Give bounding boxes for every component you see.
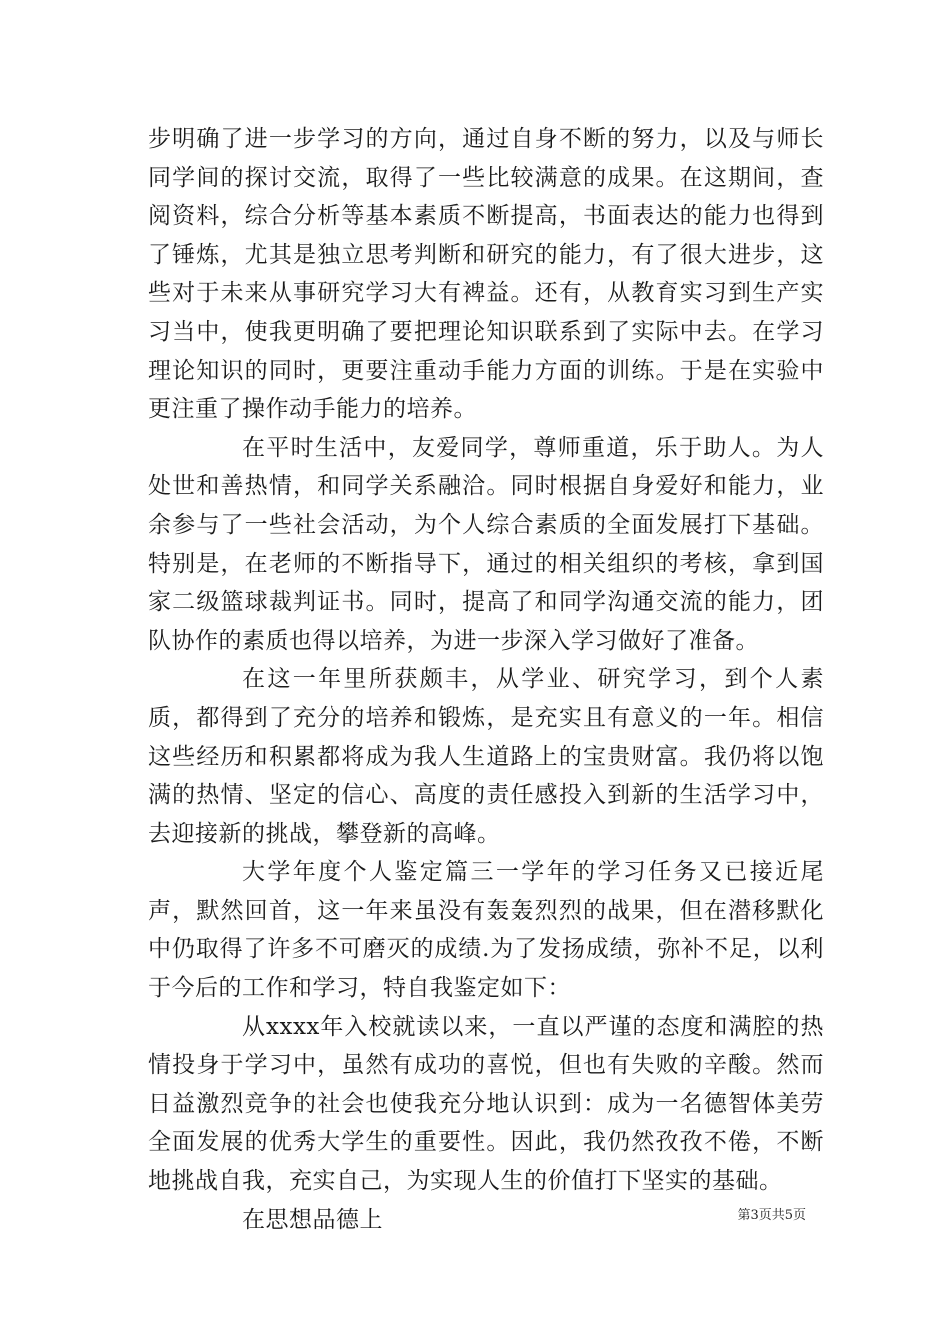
paragraph-since-enrollment: 从xxxx年入校就读以来，一直以严谨的态度和满腔的热情投身于学习中，虽然有成功的喜悦，但也有失败的辛酸。然而日益激烈竞争的社会也使我充分地认识到：成为一名德智体美劳全面发展的优秀大学生的重要性。因此，我仍然孜孜不倦，不断地挑战自我，充实自己，为实现人生的价值打下坚实的基础。 — [148, 1013, 824, 1195]
paragraph-part-three-intro: 大学年度个人鉴定篇三一学年的学习任务又已接近尾声，默然回首，这一年来虽没有轰轰烈烈的战果，但在潜移默化中仍取得了许多不可磨灭的成绩.为了发扬成绩，弥补不足，以利于今后的工作和学习，特自我鉴定如下： — [148, 859, 824, 1002]
paragraph-year-summary: 在这一年里所获颇丰，从学业、研究学习，到个人素质，都得到了充分的培养和锻炼，是充实且有意义的一年。相信这些经历和积累都将成为我人生道路上的宝贵财富。我仍将以饱满的热情、坚定的信心、高度的责任感投入到新的生活学习中，去迎接新的挑战，攀登新的高峰。 — [148, 666, 824, 847]
page-number-footer: 第3页共5页 — [737, 1208, 806, 1223]
paragraph-continuation: 步明确了进一步学习的方向，通过自身不断的努力，以及与师长同学间的探讨交流，取得了一些比较满意的成果。在这期间，查阅资料，综合分析等基本素质不断提高，书面表达的能力也得到了锤炼，尤其是独立思考判断和研究的能力，有了很大进步，这些对于未来从事研究学习大有裨益。还有，从教育实习到生产实习当中，使我更明确了要把理论知识联系到了实际中去。在学习理论知识的同时，更要注重动手能力方面的训练。于是在实验中更注重了操作动手能力的培养。 — [148, 126, 824, 423]
paragraph-daily-life: 在平时生活中，友爱同学，尊师重道，乐于助人。为人处世和善热情，和同学关系融洽。同时根据自身爱好和能力，业余参与了一些社会活动，为个人综合素质的全面发展打下基础。特别是，在老师的不断指导下，通过的相关组织的考核，拿到国家二级篮球裁判证书。同时，提高了和同学沟通交流的能力，团队协作的素质也得以培养，为进一步深入学习做好了准备。 — [148, 434, 824, 654]
document-body — [148, 120, 824, 1239]
section-heading-moral: 在思想品德上 — [242, 1206, 383, 1233]
